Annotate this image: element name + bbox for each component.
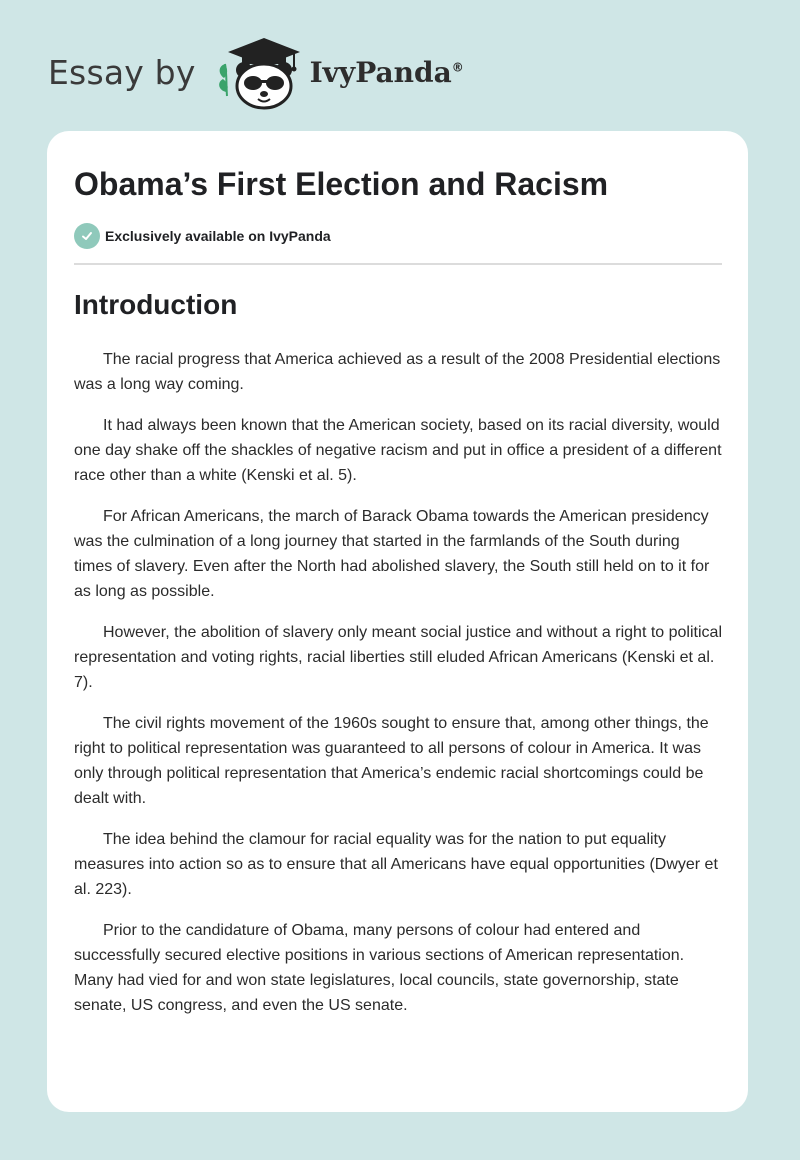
paragraph: Prior to the candidature of Obama, many persons of colour had entered and successfully secured elective positions in various sections of American representation. Many had vied for and won state legislatures, local councils, state governorship, state senate, US congress, and even the US senate. <box>74 922 685 1014</box>
essay-title: Obama’s First Election and Racism <box>74 166 609 202</box>
paragraph: For African Americans, the march of Barack Obama towards the American presidency was the culmination of a long journey that started in the farmlands of the South during times of slavery. Even after the North had abolished slavery, the South still held on to it for as long as possible. <box>74 508 710 600</box>
paragraph: However, the abolition of slavery only meant social justice and without a right to political representation and voting rights, racial liberties still eluded African Americans (Kenski et al. 7). <box>74 624 722 691</box>
check-mark-icon <box>80 229 94 243</box>
brand-header <box>48 34 464 110</box>
essay-card <box>47 131 748 1112</box>
brand-name <box>310 56 464 89</box>
exclusive-badge <box>74 223 722 265</box>
paragraph: It had always been known that the American society, based on its racial diversity, would one day shake off the shackles of negative racism and put in office a president of a different race other than a white (Kenski et al. 5). <box>74 417 722 484</box>
paragraph: The racial progress that America achieved as a result of the 2008 Presidential elections was a long way coming. <box>74 351 721 393</box>
exclusive-badge-text: Exclusively available on IvyPanda <box>105 228 331 244</box>
panda-logo-icon <box>214 34 306 110</box>
section-heading-introduction: Introduction <box>74 289 238 320</box>
paragraph: The civil rights movement of the 1960s sought to ensure that, among other things, the right to political representation was guaranteed to all persons of colour in America. It was only through political representation that America’s endemic racial shortcomings could be dealt with. <box>74 715 709 807</box>
essay-body <box>74 347 722 1018</box>
brand-prefix: Essay by <box>48 52 196 92</box>
brand-name-text: IvyPanda <box>309 55 452 89</box>
check-icon <box>74 223 100 249</box>
registered-mark: ® <box>451 60 464 75</box>
paragraph: The idea behind the clamour for racial equality was for the nation to put equality measures into action so as to ensure that all Americans have equal opportunities (Dwyer et al. 223). <box>74 831 718 898</box>
